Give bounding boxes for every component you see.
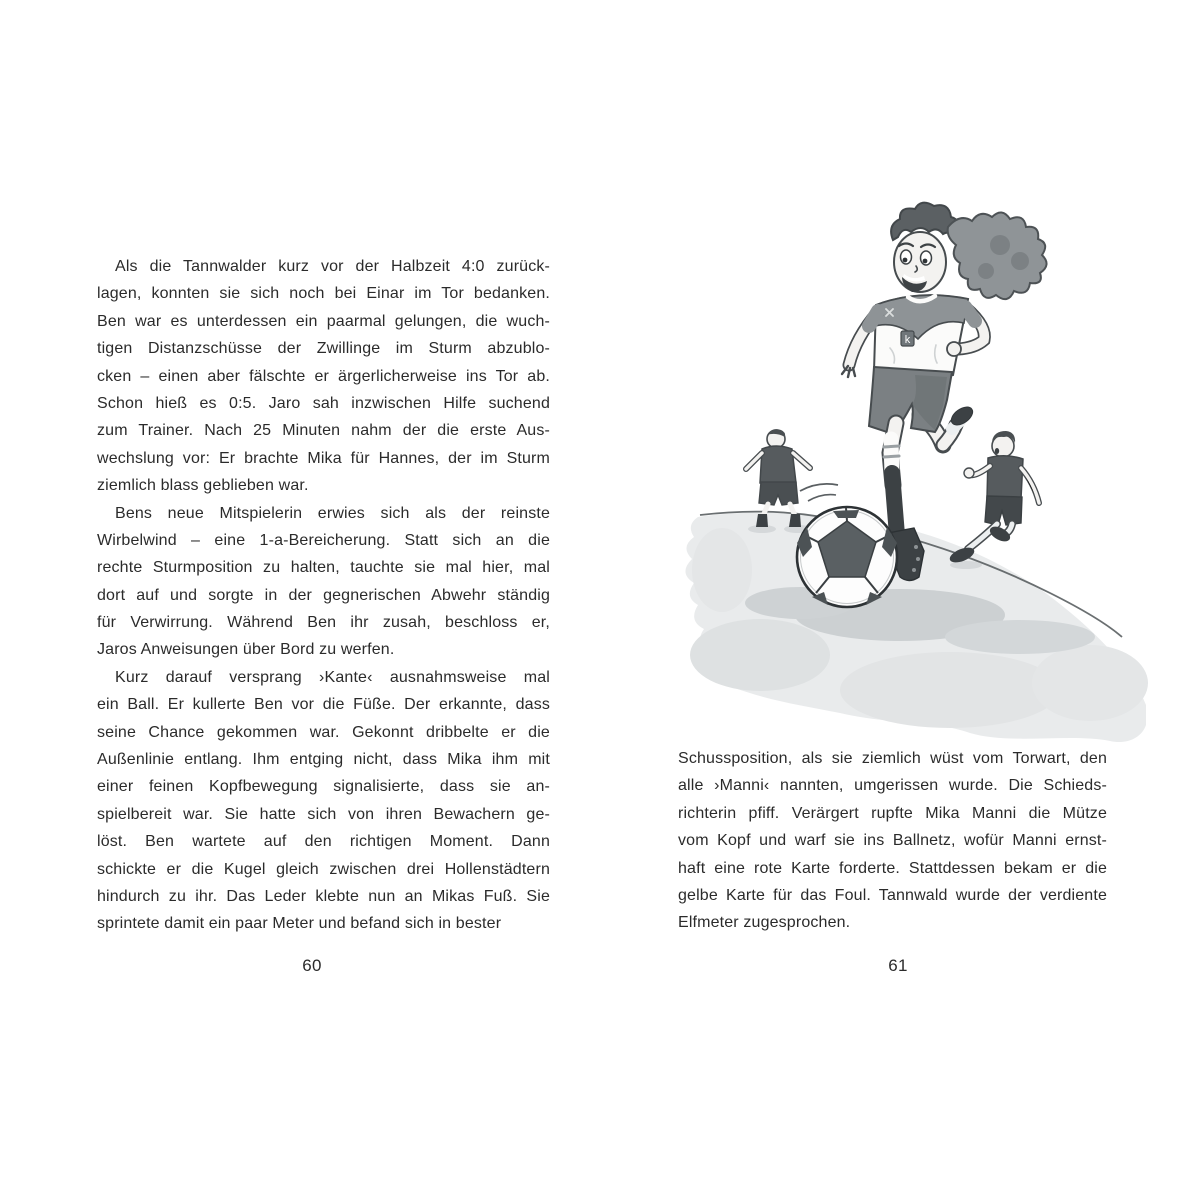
text-line: gelbe Karte für das Foul. Tannwald wurde der verdiente — [678, 886, 1107, 904]
text-line: für Verwirrung. Während Ben ihr zusah, beschloss er, — [97, 614, 550, 632]
text-line: hindurch zu ihr. Das Leder klebte nun an Mikas Fuß. Sie — [97, 887, 550, 905]
text-line: richterin pfiff. Verärgert rupfte Mika Manni die Mütze — [678, 804, 1107, 822]
soccer-illustration — [650, 185, 1150, 745]
soccer-ball — [797, 507, 897, 607]
text-line: Wirbelwind – eine 1-a-Bereicherung. Statt sich an die — [97, 531, 550, 549]
text-line: haft eine rote Karte forderte. Stattdessen bekam er die — [678, 859, 1107, 877]
text-line: zum Trainer. Nach 25 Minuten nahm der die erste Aus- — [97, 422, 550, 440]
text-line: seine Chance gekommen war. Gekonnt dribbelte er die — [97, 723, 550, 741]
left-page-text — [97, 253, 550, 938]
text-line: cken – einen aber fälschte er ärgerlicherweise ins Tor ab. — [97, 367, 550, 385]
paragraph — [97, 664, 550, 938]
text-line: Elfmeter zugesprochen. — [678, 914, 851, 932]
text-line: löst. Ben wartete auf den richtigen Moment. Dann — [97, 833, 550, 851]
text-line: Bens neue Mitspielerin erwies sich als der reinste — [115, 504, 550, 522]
right-page-number: 61 — [888, 956, 908, 975]
text-line: alle ›Manni‹ nannten, umgerissen wurde. Die Schieds- — [678, 777, 1107, 795]
text-line: vom Kopf und warf sie ins Ballnetz, wofür Manni ernst- — [678, 832, 1107, 850]
opponent-right — [948, 431, 1039, 565]
text-line: tigen Distanzschüsse der Zwillinge im Sturm abzublo- — [97, 340, 550, 358]
text-line: ein Ball. Er kullerte Ben vor die Füße. Der erkannte, dass — [97, 696, 550, 714]
left-page-number: 60 — [302, 956, 322, 975]
text-line: rechte Sturmposition zu halten, tauchte sie mal hier, mal — [97, 559, 550, 577]
motion-lines — [800, 484, 838, 501]
text-line: sprintete damit ein paar Meter und befand sich in bester — [97, 915, 502, 933]
text-line: einer feinen Kopfbewegung signalisierte, dass sie an- — [97, 778, 550, 796]
text-line: Jaros Anweisungen über Bord zu werfen. — [97, 641, 395, 659]
text-line: Außenlinie entlang. Ihm entging nicht, dass Mika ihm mit — [97, 751, 550, 769]
right-page-text — [678, 745, 1107, 937]
text-line: Schon hieß es 0:5. Jaro sah inzwischen Hilfe suchend — [97, 394, 550, 412]
paragraph — [678, 745, 1107, 937]
text-line: Kurz darauf versprang ›Kante‹ ausnahmsweise mal — [115, 668, 550, 686]
text-line: Ben war es unterdessen ein paarmal gelungen, die wuch- — [97, 312, 550, 330]
text-line: Als die Tannwalder kurz vor der Halbzeit 4:0 zurück- — [115, 258, 550, 275]
text-line: ziemlich blass geblieben war. — [97, 477, 309, 495]
jersey-badge-letter: k — [904, 334, 911, 346]
paragraph — [97, 253, 550, 500]
text-line: spielbereit war. Sie hatte sich von ihren Bewachern ge- — [97, 805, 550, 823]
text-line: wechslung vor: Er brachte Mika für Hannes, der im Sturm — [97, 449, 550, 467]
paragraph — [97, 500, 550, 664]
text-line: dort auf und sorgte in der gegnerischen Abwehr ständig — [97, 586, 550, 604]
text-line: lagen, konnten sie sich noch bei Einar im Tor bedanken. — [97, 285, 550, 303]
text-line: Schussposition, als sie ziemlich wüst vom Torwart, den — [678, 750, 1107, 767]
text-line: schickte er die Kugel gleich zwischen drei Hollenstädtern — [97, 860, 550, 878]
